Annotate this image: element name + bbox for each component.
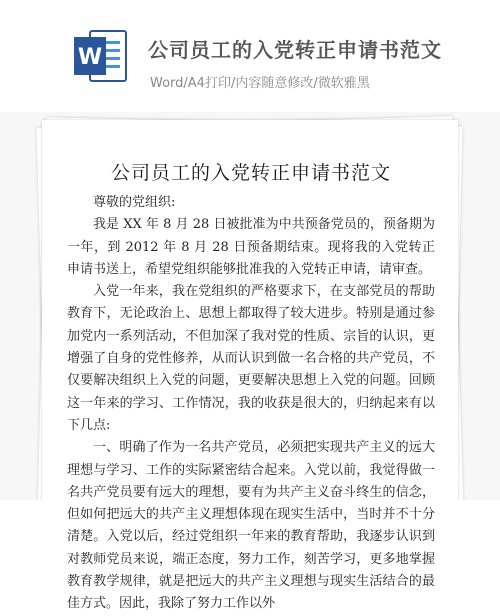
banner-subtitle: Word/A4打印/内容随意修改/微软雅黑 xyxy=(150,76,370,91)
paragraph-2: 入党一年来，我在党组织的严格要求下，在支部党员的帮助教育下，无论政治上、思想上都取得了较大进步。特别是通过参加党内一系列活动，不但加深了我对党的性质、宗旨的认识，更增强了自身的党性修养，从而认识到做一名合格的共产党员，不仅要解决组织上入党的问题，更要解决思想上入党的问题。回顾这一年来的学习、工作情况，我的收获是很大的，归纳起来有以下几点: xyxy=(67,284,435,433)
salutation: 尊敬的党组织: xyxy=(93,195,176,210)
word-document-icon xyxy=(72,27,128,85)
paragraph-1: 我是 XX 年 8 月 28 日被批准为中共预备党员的，预备期为一年，到 2012 年 8 月 28 日预备期结束。现将我的入党转正申请书送上，希望党组织能够批准我的入党转正申请，请审查。 xyxy=(67,217,435,277)
paragraph-3: 一、明确了作为一名共产党员，必须把实现共产主义的远大理想与学习、工作的实际紧密结合起来。入党以前，我觉得做一名共产党员要有远大的理想，要有为共产主义奋斗终生的信念，但如何把远大的共产主义理想体现在现实生活中，当时并不十分清楚。入党以后，经过党组织一年来的教育帮助，我逐步认识到对教师党员来说，端正态度，努力工作，刻苦学习，更多地掌握教育教学规律，就是把远大的共产主义理想与现实生活结合的最佳方式。因此，我除了努力工作以外 xyxy=(67,440,435,612)
banner xyxy=(0,0,500,112)
document-title: 公司员工的入党转正申请书范文 xyxy=(110,162,391,184)
document-body xyxy=(67,160,435,616)
banner-title: 公司员工的入党转正申请书范文 xyxy=(148,38,442,62)
word-icon-letter: W xyxy=(77,45,103,70)
